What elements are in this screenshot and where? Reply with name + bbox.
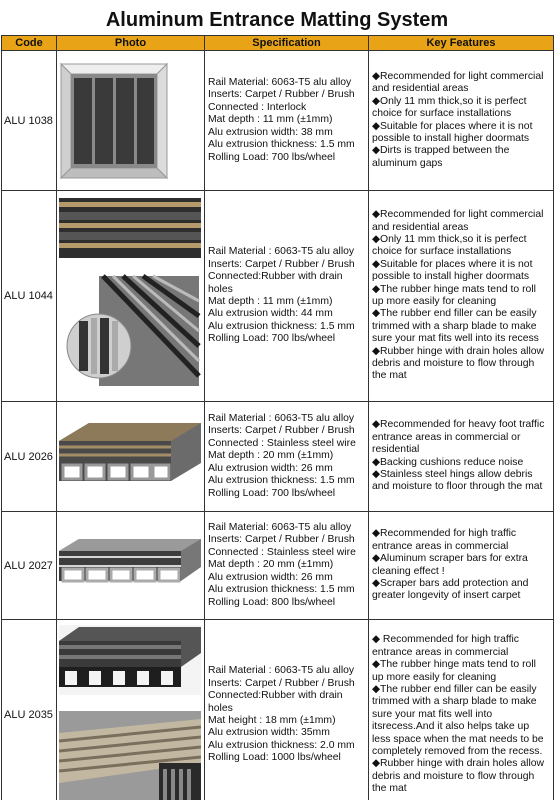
table-row [2, 512, 554, 620]
product-code: ALU 1038 [2, 51, 57, 191]
spec-line: Inserts: Carpet / Rubber / Brush [208, 89, 355, 101]
spec-line: Alu extrusion thickness: 2.0 mm [208, 739, 355, 751]
spec-line: Rolling Load: 800 lbs/wheel [208, 596, 336, 608]
spec-line: Connected:Rubber with drain holes [208, 690, 343, 714]
spec-line: Inserts: Carpet / Rubber / Brush [208, 425, 355, 437]
spec-line: Connected : Interlock [208, 101, 307, 113]
spec-line: Rail Material: 6063-T5 alu alloy [208, 522, 352, 534]
feature-item: ◆Only 11 mm thick,so it is perfect choice for surface installations [372, 233, 527, 258]
spec-line: Mat depth : 11 mm (±1mm) [208, 114, 333, 126]
spec-line: Connected:Rubber with drain holes [208, 271, 343, 295]
feature-item: ◆The rubber end filler can be easily trimmed with a sharp blade to make sure your mat fits well into its recess [372, 308, 539, 345]
feature-item: ◆Backing cushions reduce noise [372, 456, 524, 468]
feature-item: ◆Recommended for light commercial and residential areas [372, 70, 544, 95]
features-cell [369, 51, 554, 191]
specification-cell [205, 51, 369, 191]
spec-line: Rolling Load: 700 lbs/wheel [208, 487, 336, 499]
feature-item: ◆Recommended for heavy foot traffic entrance areas in commercial or residential [372, 419, 545, 456]
specification-cell [205, 620, 369, 800]
spec-line: Inserts: Carpet / Rubber / Brush [208, 677, 355, 689]
spec-line: Alu extrusion thickness: 1.5 mm [208, 584, 355, 596]
feature-item: ◆Dirts is trapped between the aluminum gaps [372, 145, 510, 169]
specification-cell [205, 402, 369, 512]
specification-cell [205, 512, 369, 620]
product-photo [57, 191, 205, 402]
spec-line: Alu extrusion thickness: 1.5 mm [208, 475, 355, 487]
feature-item: ◆The rubber hinge mats tend to roll up more easily for cleaning [372, 659, 536, 683]
product-photo [57, 512, 205, 620]
spec-line: Mat depth : 11 mm (±1mm) [208, 296, 333, 307]
table-row [2, 620, 554, 800]
feature-item: ◆Only 11 mm thick,so it is perfect choice for surface installations [372, 95, 527, 120]
feature-item: ◆The rubber hinge mats tend to roll up more easily for cleaning [372, 283, 536, 307]
spec-line: Inserts: Carpet / Rubber / Brush [208, 258, 355, 270]
table-row [2, 51, 554, 191]
spec-line: Mat depth : 20 mm (±1mm) [208, 450, 334, 462]
feature-item: ◆Scraper bars add protection and greater longevity of insert carpet [372, 577, 529, 602]
table-row [2, 191, 554, 402]
heavy-mat-photo [59, 623, 202, 800]
spec-line: Mat height : 18 mm (±1mm) [208, 715, 336, 726]
column-header-code: Code [2, 36, 57, 51]
spec-line: Alu extrusion width: 35mm [208, 727, 330, 739]
feature-item: ◆The rubber end filler can be easily trimmed with a sharp blade to make sure your mat fits well into itsrecess.And it also helps take up less space when the mat needs to be completely removed from the recess. [372, 683, 544, 758]
product-photo [57, 402, 205, 512]
spec-line: Alu extrusion width: 26 mm [208, 571, 333, 583]
framed-mat-photo [59, 62, 202, 180]
table-header-row [2, 36, 554, 51]
spec-line: Rail Material: 6063-T5 alu alloy [208, 77, 352, 89]
spec-line: Alu extrusion width: 26 mm [208, 462, 333, 474]
spec-line: Alu extrusion width: 38 mm [208, 126, 333, 138]
spec-line: Alu extrusion thickness: 1.5 mm [208, 320, 355, 332]
spec-line: Rolling Load: 700 lbs/wheel [208, 333, 336, 345]
spec-line: Alu extrusion width: 44 mm [208, 308, 333, 320]
product-code: ALU 2027 [2, 512, 57, 620]
spec-line: Rail Material : 6063-T5 alu alloy [208, 665, 355, 677]
features-cell [369, 620, 554, 800]
feature-item: ◆Stainless steel hings allow debris and moisture to floor through the mat [372, 468, 543, 493]
features-cell [369, 402, 554, 512]
rolled-mat-photo [59, 196, 202, 396]
features-cell [369, 191, 554, 402]
product-code: ALU 2035 [2, 620, 57, 800]
spec-line: Connected : Stainless steel wire [208, 437, 356, 449]
product-table [1, 35, 554, 800]
table-row [2, 402, 554, 512]
feature-item: ◆Suitable for places where it is not possible to install higher doormats [372, 120, 533, 144]
product-code: ALU 1044 [2, 191, 57, 402]
spec-line: Mat depth : 20 mm (±1mm) [208, 559, 334, 571]
spec-line: Rail Material : 6063-T5 alu alloy [208, 413, 355, 425]
spec-line: Rolling Load: 1000 lbs/wheel [208, 752, 341, 764]
column-header-key-features: Key Features [369, 36, 554, 51]
feature-item: ◆Rubber hinge with drain holes allow debris and moisture to flow through the mat [372, 758, 545, 795]
column-header-specification: Specification [205, 36, 369, 51]
product-photo [57, 620, 205, 800]
spec-line: Connected : Stainless steel wire [208, 546, 356, 558]
scraper-mat-photo [59, 537, 202, 595]
product-code: ALU 2026 [2, 402, 57, 512]
feature-item: ◆ Recommended for high traffic entrance areas in commercial [372, 634, 519, 658]
spec-line: Inserts: Carpet / Rubber / Brush [208, 534, 355, 546]
spec-line: Rail Material : 6063-T5 alu alloy [208, 246, 355, 258]
feature-item: ◆Aluminum scraper bars for extra cleaning effect ! [372, 553, 528, 577]
features-cell [369, 512, 554, 620]
spec-line: Rolling Load: 700 lbs/wheel [208, 151, 336, 163]
spec-line: Alu extrusion thickness: 1.5 mm [208, 139, 355, 151]
feature-item: ◆Rubber hinge with drain holes allow debris and moisture to flow through the mat [372, 345, 545, 382]
specification-cell [205, 191, 369, 402]
product-photo [57, 51, 205, 191]
wire-mat-photo [59, 421, 202, 493]
column-header-photo: Photo [57, 36, 205, 51]
feature-item: ◆Recommended for high traffic entrance areas in commercial [372, 528, 517, 552]
feature-item: ◆Suitable for places where it is not possible to install higher doormats [372, 258, 533, 283]
page-title: Aluminum Entrance Matting System [105, 9, 449, 31]
feature-item: ◆Recommended for light commercial and residential areas [372, 209, 544, 233]
